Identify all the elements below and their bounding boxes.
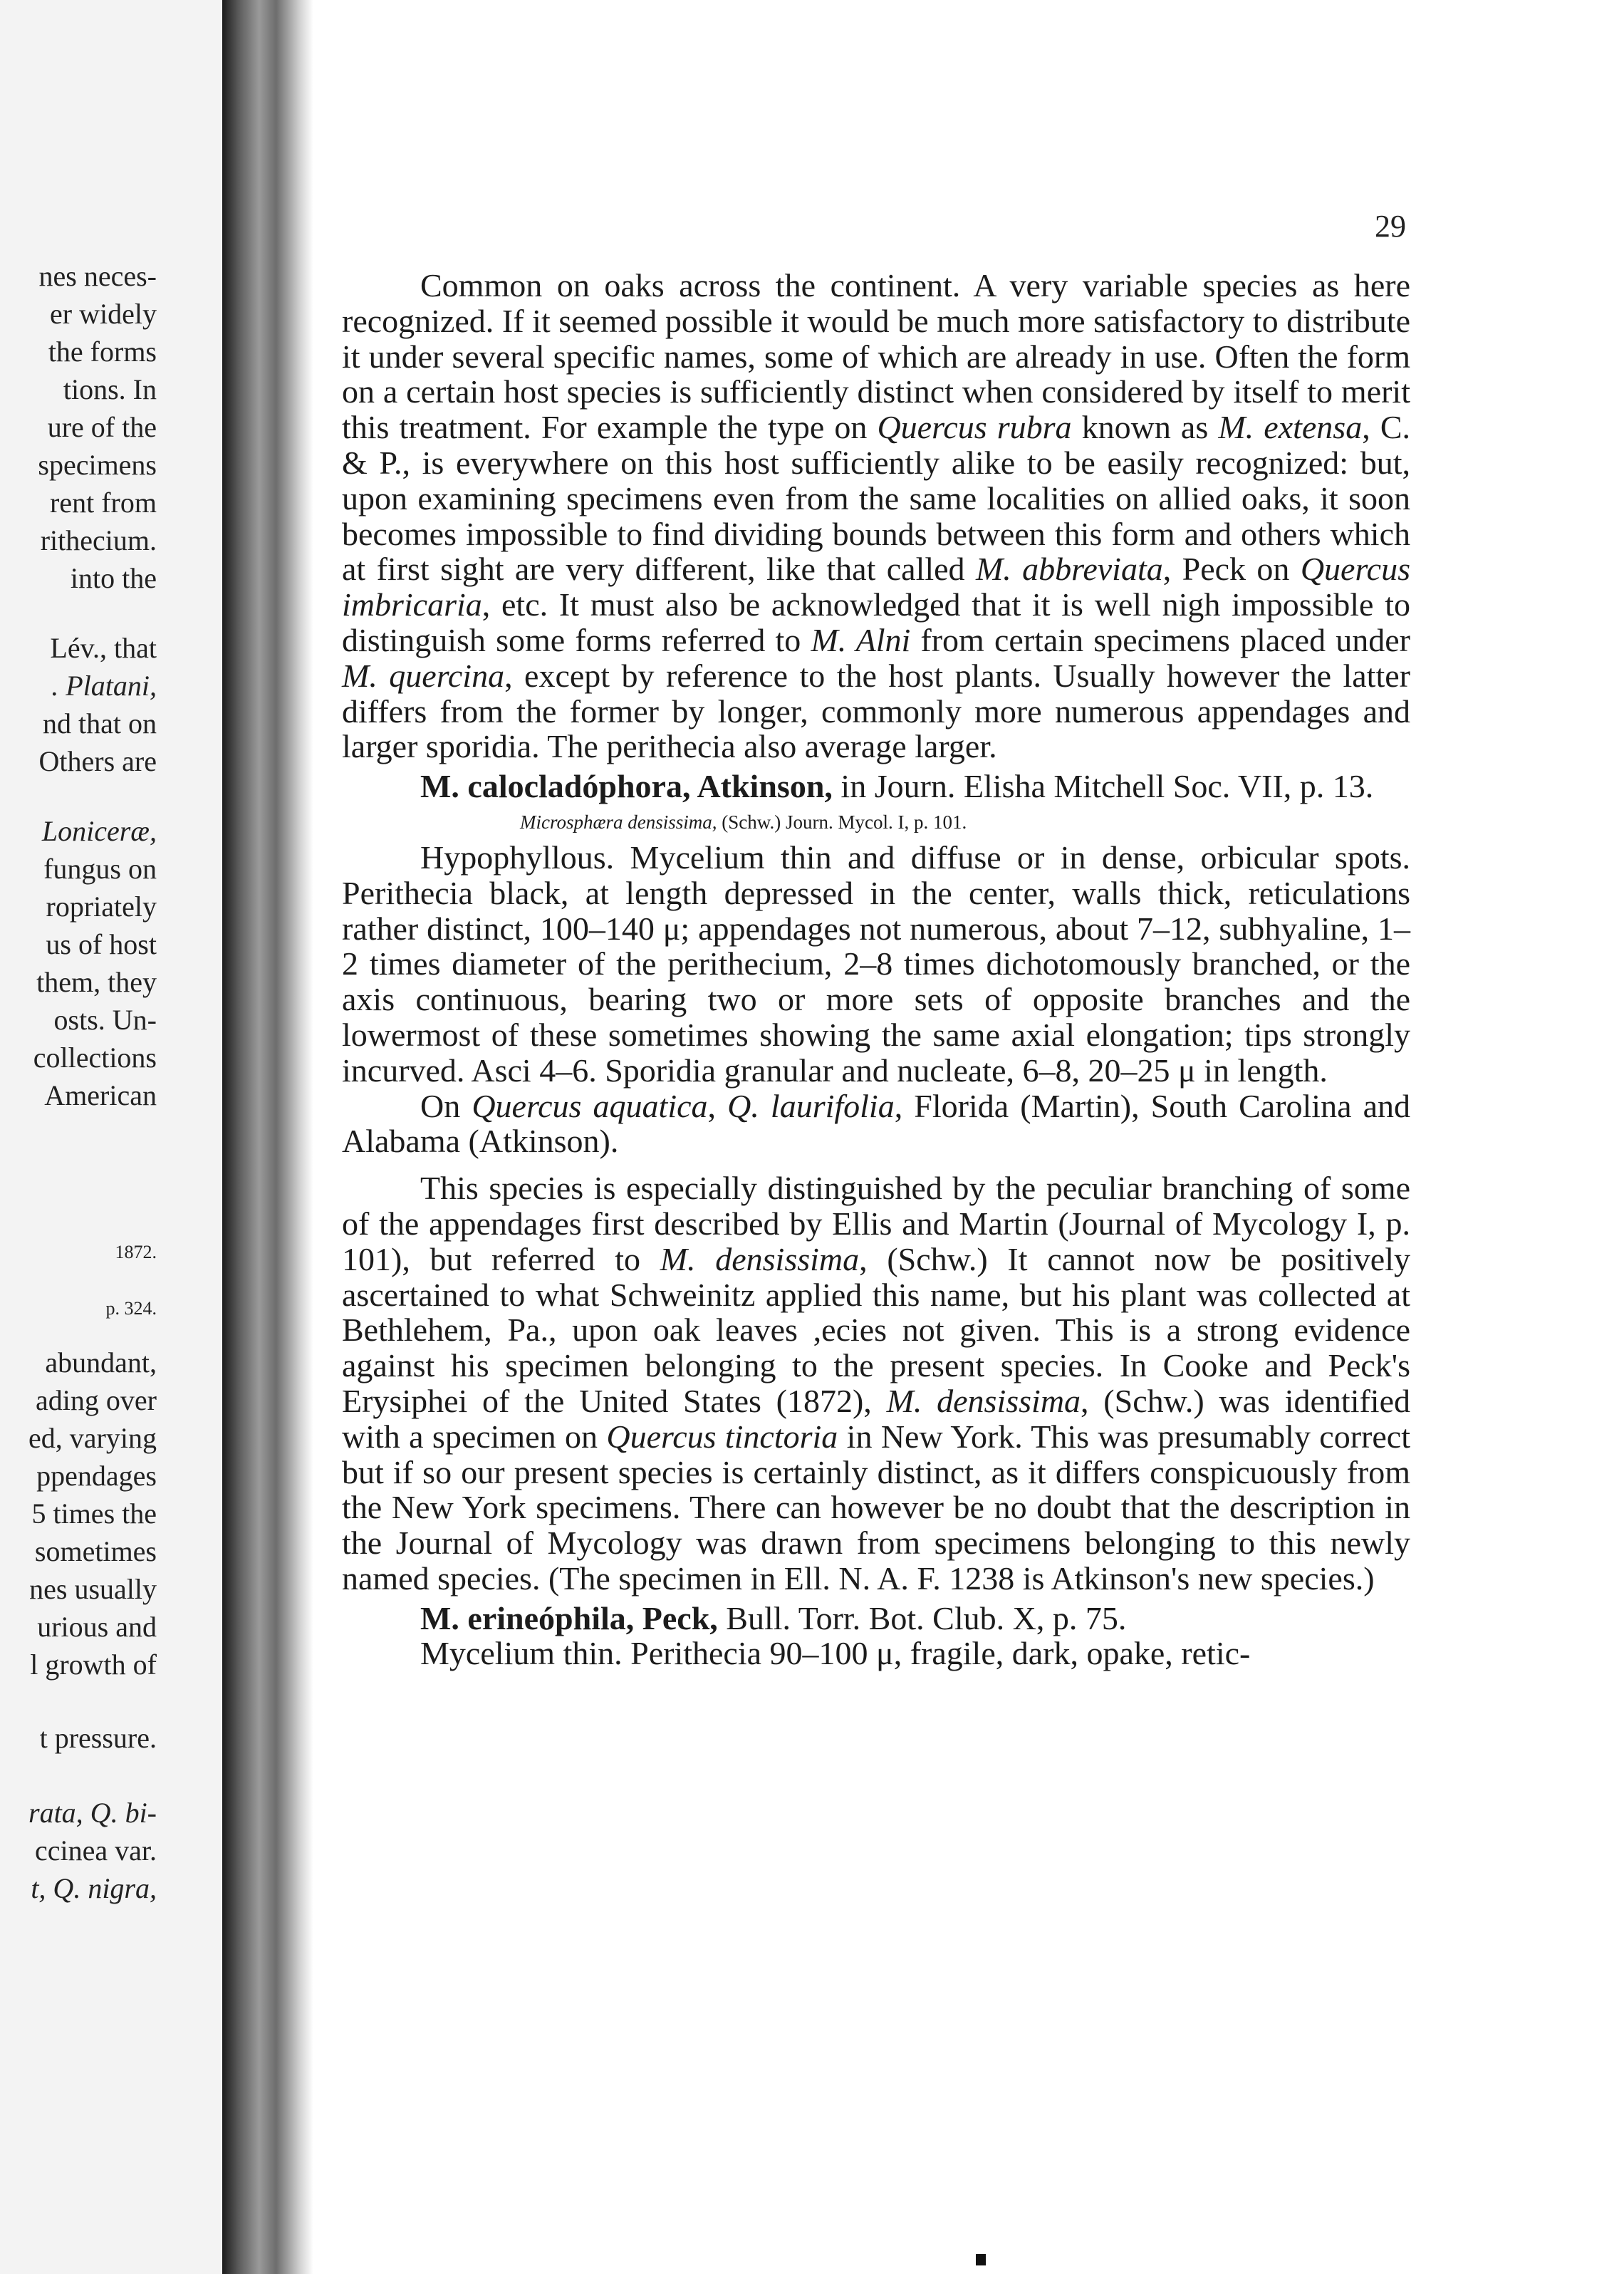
species-name: M. erineóphila, Peck,: [420, 1599, 718, 1636]
left-page-fragment: 5 times the: [31, 1497, 157, 1530]
species-heading-calocladophora: [342, 769, 1410, 804]
left-page-fragment: into the: [70, 562, 157, 594]
spacer: [342, 1159, 1410, 1170]
left-page-fragment: rent from: [50, 487, 157, 519]
left-page-fragment: er widely: [50, 298, 157, 330]
left-page: [0, 0, 222, 2274]
left-page-fragment: abundant,: [45, 1346, 157, 1379]
taxon-name: Quercus imbricaria: [342, 551, 1410, 623]
synonym-name: Microsphæra densissima,: [520, 811, 717, 833]
left-page-fragment: collections: [33, 1042, 157, 1074]
page-body: [342, 268, 1410, 1671]
synonym-citation: (Schw.) Journ. Mycol. I, p. 101.: [717, 811, 967, 833]
left-page-fragment: ading over: [36, 1384, 157, 1416]
taxon-name: M. extensa: [1218, 409, 1363, 446]
species-name: M. calocladóphora, Atkinson,: [420, 768, 833, 805]
paragraph-oak-variability: Common on oaks across the continent. A very variable species as here recognized. If it seemed possible it would be much more satisfactory to distribute it under several specific names, some of which are already in use. Often the form on a certain host species is sufficiently distinct when considered by itself to merit this treatment. For example the type on Quercus rubra known as M. extensa, C. & P., is everywhere on this host sufficiently alike to be easily recognized: but, upon examining specimens even from the same localities on allied oaks, it soon becomes impossible to find dividing bounds between this form and others which at first sight are very different, like that called M. abbreviata, Peck on Quercus imbricaria, etc. It must also be acknowledged that it is well nigh impossible to distinguish some forms referred to M. Alni from certain specimens placed under M. quercina, except by reference to the host plants. Usually however the latter differs from the former by longer, commonly more numerous appendages and larger sporidia. The perithecia also average larger.: [342, 267, 1410, 765]
taxon-name: Quercus rubra: [877, 409, 1072, 446]
left-page-fragment: Others are: [38, 745, 157, 777]
left-page-fragment: sometimes: [34, 1535, 157, 1567]
species-heading-erineophila: [342, 1601, 1410, 1636]
left-page-fragment: ropriately: [46, 891, 157, 923]
left-page-fragment: ppendages: [36, 1460, 157, 1492]
taxon-name: M. densissima: [886, 1382, 1081, 1419]
species-citation: Bull. Torr. Bot. Club. X, p. 75.: [717, 1599, 1127, 1636]
left-page-fragment: the forms: [48, 336, 157, 368]
left-page-fragment: urious and: [37, 1611, 157, 1643]
left-page-fragment: p. 324.: [105, 1298, 157, 1319]
left-page-fragment: osts. Un-: [53, 1004, 157, 1036]
page-number: 29: [1375, 209, 1406, 244]
left-page-fragment: tions. In: [63, 373, 157, 405]
left-page-fragment: Loniceræ,: [41, 815, 157, 847]
left-page-fragment: nes neces-: [38, 260, 157, 292]
left-page-fragment: t, Q. nigra,: [31, 1872, 157, 1904]
left-page-fragment: them, they: [36, 966, 157, 998]
species-description: Mycelium thin. Perithecia 90–100 μ, fragile, dark, opake, retic-: [420, 1635, 1251, 1672]
species-description: Hypophyllous. Mycelium thin and diffuse or in dense, orbicular spots. Perithecia black, at length depressed in the center, walls thick, reticulations rather distinct, 100–140 μ; appendages not numerous, about 7–12, subhyaline, 1–2 times diameter of the perithecium, 2–8 times dichotomously branched, or the axis continuous, bearing two or more sets of opposite branches and the lowermost of these sometimes showing the same axial elongation; tips strongly incurved. Asci 4–6. Sporidia granular and nucleate, 6–8, 20–25 μ in length.: [342, 839, 1410, 1089]
left-page-fragment: ccinea var.: [35, 1834, 157, 1867]
left-page-fragment: rithecium.: [40, 524, 157, 556]
left-page-fragment: fungus on: [43, 853, 157, 885]
taxon-name: M. Alni: [811, 621, 911, 658]
host-localities: On Quercus aquatica, Q. laurifolia, Florida (Martin), South Carolina and Alabama (Atkinson).: [342, 1087, 1410, 1160]
synonym-line: [342, 804, 1410, 840]
left-page-fragment: nd that on: [43, 707, 157, 739]
taxon-name: Quercus aquatica: [472, 1087, 708, 1124]
left-page-fragment: rata, Q. bi-: [28, 1797, 157, 1829]
taxon-name: M. quercina: [342, 657, 505, 694]
paragraph-distinguishing-notes: This species is especially distinguished by the peculiar branching of some of the appendages first described by Ellis and Martin (Journal of Mycology I, p. 101), but referred to M. densissima, (Schw.) It cannot now be positively ascertained to what Schweinitz applied this name, but his plant was collected at Bethlehem, Pa., upon oak leaves ,ecies not given. This is a strong evidence against his specimen belonging to the present species. In Cooke and Peck's Erysiphei of the United States (1872), M. densissima, (Schw.) was identified with a specimen on Quercus tinctoria in New York. This was presumably correct but if so our present species is certainly distinct, as it differs conspicuously from the New York specimens. There can however be no doubt that the description in the Journal of Mycology was drawn from specimens belonging to this newly named species. (The specimen in Ell. N. A. F. 1238 is Atkinson's new species.): [342, 1170, 1410, 1597]
taxon-name: Quercus tinctoria: [606, 1418, 838, 1455]
taxon-name: M. densissima: [660, 1240, 860, 1277]
left-page-fragment: nes usually: [29, 1573, 157, 1605]
left-page-fragment: 1872.: [115, 1242, 157, 1262]
left-page-fragment: us of host: [46, 928, 157, 960]
page-edge-shadow: [299, 0, 313, 2274]
taxon-name: M. abbreviata: [975, 551, 1163, 588]
left-page-fragment: l growth of: [30, 1649, 157, 1681]
taxon-name: Q. laurifolia: [727, 1087, 895, 1124]
book-gutter: [222, 0, 299, 2274]
left-page-fragment: American: [44, 1079, 157, 1111]
left-page-fragment: ed, varying: [28, 1422, 157, 1454]
left-page-fragment: ure of the: [47, 411, 157, 443]
left-page-fragment: specimens: [38, 449, 157, 481]
left-page-fragment: . Platani,: [51, 670, 157, 702]
species-citation: in Journ. Elisha Mitchell Soc. VII, p. 13.: [832, 768, 1374, 805]
left-page-fragment: Lév., that: [50, 632, 157, 664]
scan-artifact: [976, 2254, 986, 2265]
left-page-fragment: t pressure.: [39, 1722, 157, 1754]
